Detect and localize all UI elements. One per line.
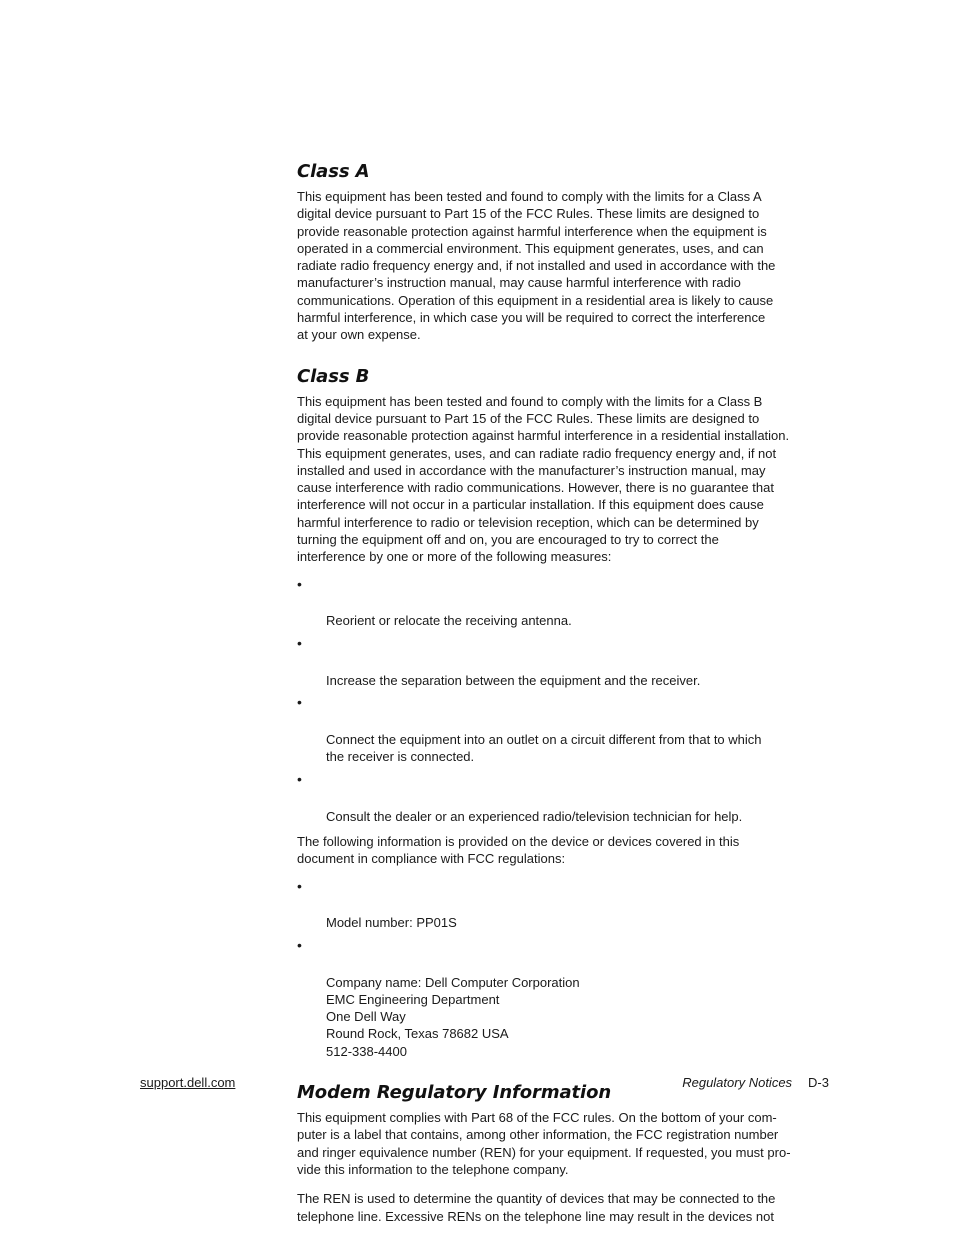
- list-item-text: Connect the equipment into an outlet on a circuit different from that to which the receiver is connected.: [326, 732, 762, 765]
- footer-section-title: Regulatory Notices: [682, 1075, 793, 1090]
- list-item: [297, 637, 832, 689]
- device-info-list: [297, 877, 832, 1060]
- section-heading: Class A: [297, 161, 370, 182]
- bullet-icon: •: [297, 694, 302, 711]
- section-heading: Modem Regulatory Information: [297, 1082, 612, 1104]
- list-item-text: Company name: Dell Computer Corporation EMC Engineering Department One Dell Way Round Rock, Texas 78682 USA 512-338-4400: [326, 974, 580, 1059]
- section-class-a: [297, 160, 832, 344]
- list-item: [297, 696, 832, 765]
- measures-list: [297, 575, 832, 825]
- paragraph: This equipment complies with Part 68 of the FCC rules. On the bottom of your com- puter is a label that contains, among other information, the FCC registration number and ringer equivalence number (REN) for your equipment. If requested, you must pro- vide this information to the telephone company.: [297, 1110, 791, 1177]
- paragraph: This equipment has been tested and found to comply with the limits for a Class A digital device pursuant to Part 15 of the FCC Rules. These limits are designed to provide reasonable protection against harmful interference when the equipment is operated in a commercial environment. This equipment generates, uses, and can radiate radio frequency energy and, if not installed and used in accordance with the manufacturer’s instruction manual, may cause harmful interference with radio communications. Operation of this equipment in a residential area is likely to cause harmful interference, in which case you will be required to correct the interference at your own expense.: [297, 189, 776, 343]
- paragraph: This equipment has been tested and found to comply with the limits for a Class B digital device pursuant to Part 15 of the FCC Rules. These limits are designed to provide reasonable protection against harmful interference in a residential installation. This equipment generates, uses, and can radiate radio frequency energy and, if not installed and used in accordance with the manufacturer’s instruction manual, may cause interference with radio communications. However, there is no guarantee that interference will not occur in a particular installation. If this equipment does cause harmful interference to radio or television reception, which can be determined by turning the equipment off and on, you are encouraged to try to correct the interference by one or more of the following measures:: [297, 393, 790, 565]
- section-heading: Class B: [297, 365, 370, 387]
- support-link[interactable]: support.dell.com: [140, 1075, 236, 1090]
- paragraph: The REN is used to determine the quantity of devices that may be connected to the telephone line. Excessive RENs on the telephone line may result in the devices not: [297, 1191, 776, 1224]
- list-item-text: Consult the dealer or an experienced radio/television technician for help.: [326, 808, 743, 824]
- list-item-text: Increase the separation between the equipment and the receiver.: [326, 672, 701, 688]
- list-item: [297, 773, 832, 825]
- paragraph: The following information is provided on the device or devices covered in this document in compliance with FCC regulations:: [297, 834, 740, 867]
- list-item: [297, 575, 832, 630]
- bullet-icon: •: [297, 635, 302, 652]
- bullet-icon: •: [297, 936, 302, 953]
- bullet-icon: •: [297, 771, 302, 788]
- bullet-icon: •: [297, 877, 302, 894]
- list-item-text: Model number: PP01S: [326, 915, 457, 931]
- section-class-b: [297, 365, 832, 1060]
- section-modem-regulatory: [297, 1081, 832, 1225]
- list-item-text: Reorient or relocate the receiving antenna.: [326, 613, 572, 629]
- bullet-icon: •: [297, 575, 302, 592]
- list-item: [297, 936, 832, 1060]
- list-item: [297, 877, 832, 932]
- page-number: D-3: [808, 1075, 829, 1090]
- page-footer: [682, 1074, 829, 1091]
